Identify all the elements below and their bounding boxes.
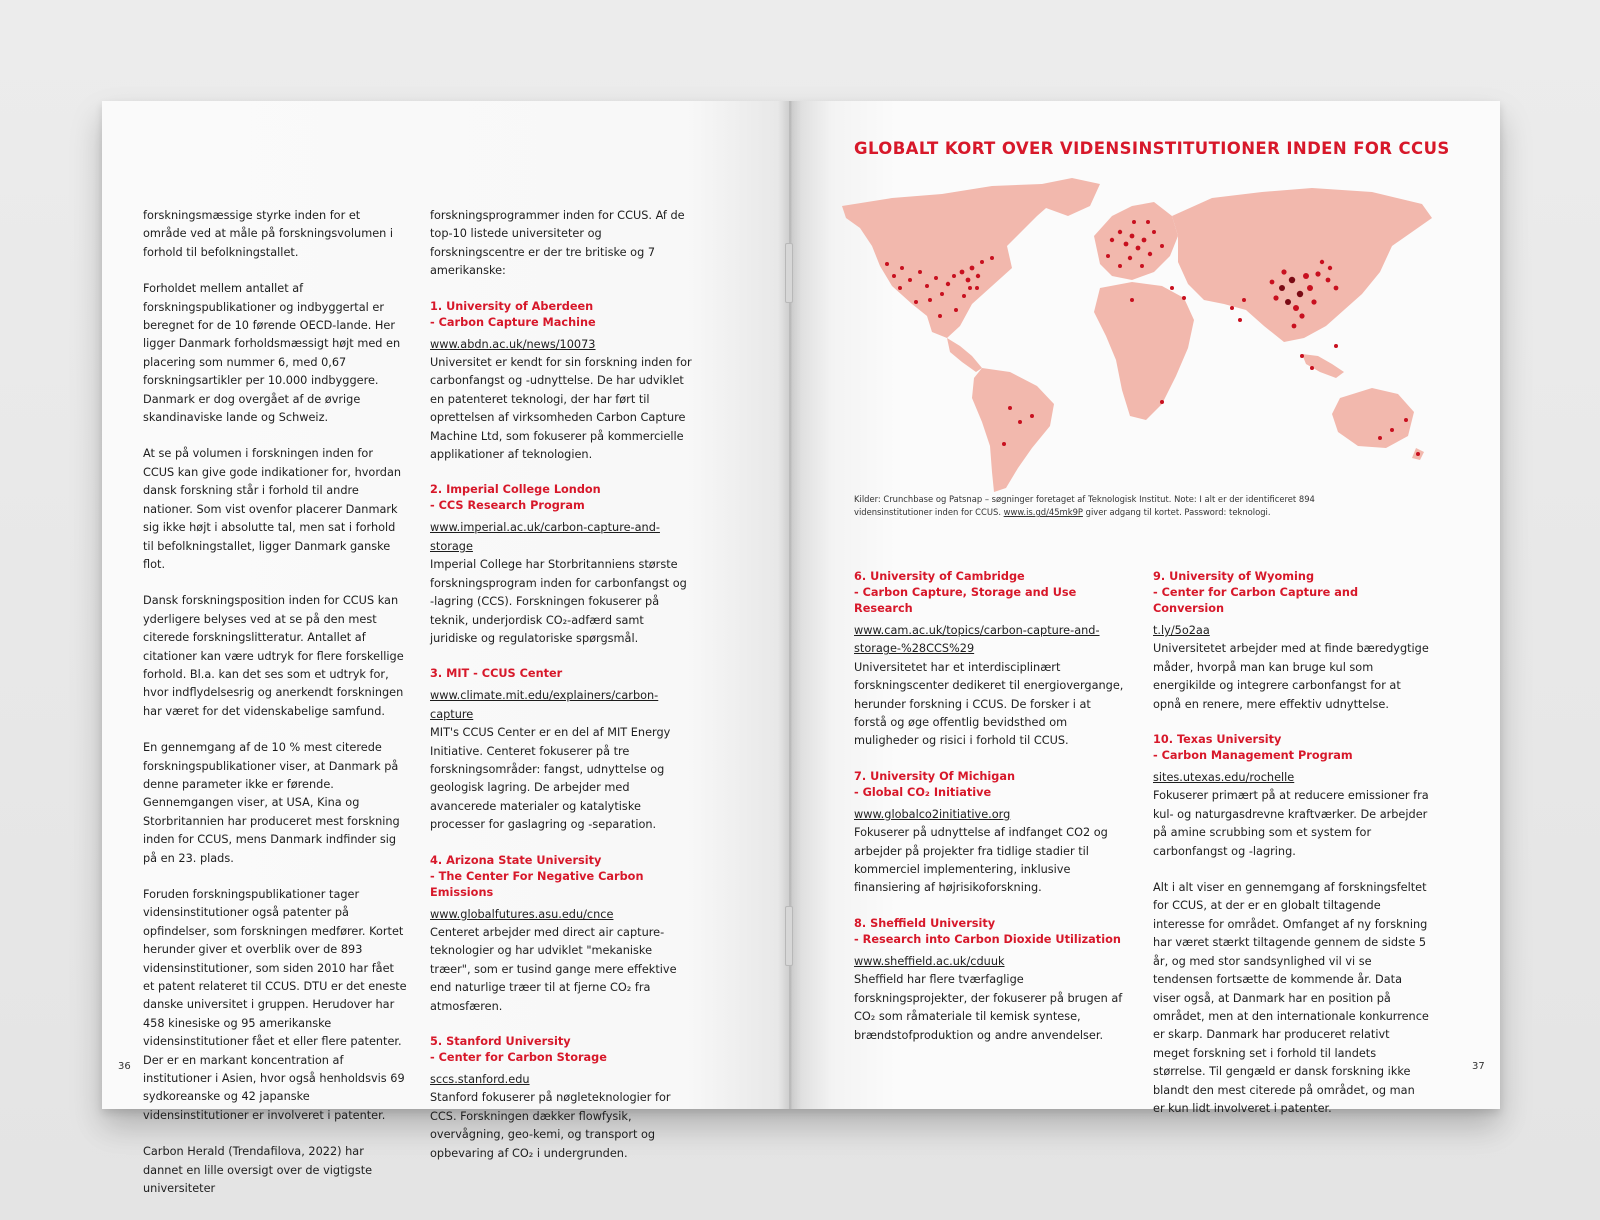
entry-subheading: - Center for Carbon Capture and Conversion [1153, 586, 1359, 615]
entry-subheading: - Center for Carbon Storage [430, 1051, 607, 1064]
entry-text: MIT's CCUS Center er en del af MIT Energy Initiative. Centeret fokuserer på tre forskningsområder: fangst, udnyttelse og geologisk lagring. De arbejder med avancerede materialer og katalytiske processer for gaslagring og -separation. [430, 726, 671, 832]
entry-heading: 7. University Of Michigan [854, 769, 1015, 783]
entry-subheading: - CCS Research Program [430, 499, 585, 513]
right-column-1 [854, 569, 1126, 1063]
entry-link[interactable]: www.cam.ac.uk/topics/carbon-capture-and-storage-%28CCS%29 [854, 624, 1100, 656]
entry-text: Stanford fokuserer på nøgleteknologier for CCS. Forskningen dækker flowfysik, overvågning, geo-kemi, og transport og opbevaring af CO₂ i undergrunden. [430, 1091, 671, 1160]
entry-link[interactable]: www.sheffield.ac.uk/cduuk [854, 954, 1005, 968]
university-entry [430, 853, 694, 1016]
entry-text: Centeret arbejder med direct air capture-teknologier og har udviklet "mekaniske træer", som er tusind gange mere effektive end naturlige træer til at fjerne CO₂ fra atmosfæren. [430, 925, 677, 1013]
paragraph: Forholdet mellem antallet af forskningspublikationer og indbyggertal er beregnet for de 10 førende OECD-lande. Her ligger Danmark forholdsmæssigt højt med en placering som nummer 6, med 0,67 forskningsartikler per 10.000 indbyggere. Danmark er dog overgået af de øvrige skandinaviske lande og Schweiz. [143, 282, 401, 425]
entry-link[interactable]: www.globalco2initiative.org [854, 807, 1011, 821]
entry-subheading: - Carbon Capture, Storage and Use Research [854, 586, 1077, 615]
paragraph: forskningsprogrammer inden for CCUS. Af de top-10 listede universiteter og forskningscentre er der tre britiske og 7 amerikanske: [430, 209, 685, 278]
university-entry [854, 769, 1126, 898]
entry-heading: 3. MIT - CCUS Center [430, 667, 563, 681]
paragraph: Dansk forskningsposition inden for CCUS kan yderligere belyses ved at se på den mest citerede forskningslitteratur. Antallet af citationer kan være udtryk for flere forskellige forhold. Bl.a. kan det ses som et udtryk for, hvor indflydelsesrig og anerkendt forskningen har været for det videnskabelige samfund. [143, 594, 404, 718]
entry-subheading: - Global CO₂ Initiative [854, 785, 992, 799]
entry-subheading: - Carbon Management Program [1153, 749, 1353, 763]
entry-link[interactable]: sccs.stanford.edu [430, 1073, 530, 1086]
university-entry [430, 299, 694, 465]
university-entry [854, 569, 1126, 751]
map-title: GLOBALT KORT OVER VIDENSINSTITUTIONER INDEN FOR CCUS [854, 139, 1450, 158]
entry-link[interactable]: www.globalfutures.asu.edu/cnce [430, 907, 614, 921]
closing-paragraph: Alt i alt viser en gennemgang af forskningsfeltet for CCUS, at der er en globalt tiltagende interesse for området. Omfanget af ny forskning har været stærkt tiltagende gennem de sidste 5 år, og med stor sandsynlighed vil vi se tendensen fortsætte de kommende år. Data viser også, at Danmark har en position på området, men at den internationale konkurrence er skarp. Danmark har produceret relativt meget forskning set i forhold til landets størrelse. Til gengæld er dansk forskning ikke blandt den mest citerede på området, og man er kun lidt involveret i patenter. [1153, 881, 1429, 1115]
right-column-2 [1153, 569, 1429, 1136]
paragraph: Carbon Herald (Trendafilova, 2022) har dannet en lille oversigt over de vigtigste universiteter [143, 1145, 373, 1196]
university-entry [1153, 569, 1429, 714]
entry-heading: 9. University of Wyoming [1153, 570, 1315, 583]
caption-tail: giver adgang til kortet. Password: teknologi. [1085, 507, 1271, 517]
entry-text: Universitetet har et interdisciplinært forskningscenter dedikeret til energiovergange, herunder forskning i CCUS. De forsker i at forstå og øge offentlig bevidsthed om muligheder og risici i forhold til CCUS. [854, 660, 1124, 748]
entry-text: Fokuserer på udnyttelse af indfanget CO2 og arbejder på projekter fra tidlige stadier til kommerciel implementering, inklusive finansiering af højrisikoforskning. [854, 826, 1108, 895]
left-column-2 [430, 207, 694, 1181]
left-column-1 [143, 207, 407, 1217]
entry-text: Imperial College har Storbritanniens største forskningsprogram inden for carbonfangst og -lagring (CCS). Forskningen fokuserer på teknik, underjordisk CO₂-adfærd samt juridiske og regulatoriske spørgsmål. [430, 558, 687, 645]
entry-link[interactable]: www.abdn.ac.uk/news/10073 [430, 337, 596, 351]
page-number: 37 [1472, 1061, 1485, 1072]
caption-text: Kilder: Crunchbase og Patsnap – søgninger foretaget af Teknologisk Institut. Note: I alt er der identificeret 894 vidensinstitutioner inden for CCUS. [854, 494, 1315, 517]
world-map [832, 176, 1442, 496]
left-page [102, 101, 789, 1196]
paragraph: En gennemgang af de 10 % mest citerede forskningspublikationer viser, at Danmark på denne parameter ikke er førende. Gennemgangen viser, at USA, Kina og Storbritannien har produceret mest forskning inden for CCUS, mens Danmark indfinder sig på en 23. plads. [143, 741, 400, 865]
entry-subheading: - The Center For Negative Carbon Emissions [430, 869, 644, 899]
staple [785, 243, 793, 303]
paragraph: Foruden forskningspublikationer tager vidensinstitutioner også patenter på opfindelser, som forskningen medfører. Kortet herunder giver et overblik over de 893 vidensinstitutioner, som siden 2010 har fået et patent relateret til CCUS. DTU er det eneste danske universitet i gruppen. Herudover har 458 kinesiske og 95 amerikanske vidensinstitutioner fået et eller flere patenter. Der er en markant koncentration af institutioner i Asien, hvor også henholdsvis 69 sydkoreanske og 42 japanske vidensinstitutioner er involveret i patenter. [143, 888, 407, 1122]
entry-heading: 10. Texas University [1153, 733, 1282, 747]
right-page [789, 101, 1500, 1115]
entry-link[interactable]: www.climate.mit.edu/explainers/carbon-capture [430, 689, 659, 721]
brochure-spread [102, 101, 1500, 1196]
entry-text: Sheffield har flere tværfaglige forskningsprojekter, der fokuserer på brugen af CO₂ som råmateriale til kemisk syntese, brændstofproduktion og andre anvendelser. [854, 973, 1123, 1042]
university-entry [430, 666, 694, 834]
entry-subheading: - Research into Carbon Dioxide Utilization [854, 932, 1121, 946]
entry-heading: 8. Sheffield University [854, 916, 996, 930]
caption-link[interactable]: www.is.gd/45mk9P [1003, 507, 1083, 517]
entry-link[interactable]: t.ly/5o2aa [1153, 624, 1210, 637]
entry-heading: 4. Arizona State University [430, 853, 602, 867]
entry-heading: 6. University of Cambridge [854, 570, 1025, 583]
paragraph: At se på volumen i forskningen inden for CCUS kan give gode indikationer for, hvordan dansk forskning står i forhold til andre nationer. Som vist ovenfor placerer Danmark sig ikke højt i absolutte tal, men sat i forhold til befolkningstallet, ligger Danmark ganske flot. [143, 447, 402, 571]
page-number: 36 [118, 1061, 131, 1072]
university-entry [430, 1034, 694, 1163]
map-land [842, 178, 1432, 492]
entry-text: Fokuserer primært på at reducere emissioner fra kul- og naturgasdrevne kraftværker. De arbejder på amine scrubbing som et system for carbonfangst og -lagring. [1153, 789, 1429, 858]
paragraph: forskningsmæssige styrke inden for et område ved at måle på forskningsvolumen i forhold til befolkningstallet. [143, 209, 394, 259]
university-entry [1153, 732, 1429, 861]
entry-subheading: - Carbon Capture Machine [430, 315, 596, 329]
entry-link[interactable]: www.imperial.ac.uk/carbon-capture-and-storage [430, 521, 660, 553]
entry-heading: 5. Stanford University [430, 1035, 571, 1048]
entry-text: Universitet er kendt for sin forskning inden for carbonfangst og -udnyttelse. De har udviklet en patenteret teknologi, der har ført til oprettelsen af virksomheden Carbon Capture Machine Ltd, som fokuserer på kommercielle applikationer af teknologien. [430, 356, 692, 462]
entry-heading: 2. Imperial College London [430, 483, 601, 497]
entry-heading: 1. University of Aberdeen [430, 299, 594, 313]
map-caption [854, 493, 1374, 519]
entry-link[interactable]: sites.utexas.edu/rochelle [1153, 771, 1295, 785]
staple [785, 906, 793, 966]
university-entry [430, 482, 694, 648]
entry-text: Universitetet arbejder med at finde bæredygtige måder, hvorpå man kan bruge kul som energikilde og integrere carbonfangst for at opnå en renere, mere effektiv udnyttelse. [1153, 642, 1429, 711]
university-entry [854, 916, 1126, 1045]
